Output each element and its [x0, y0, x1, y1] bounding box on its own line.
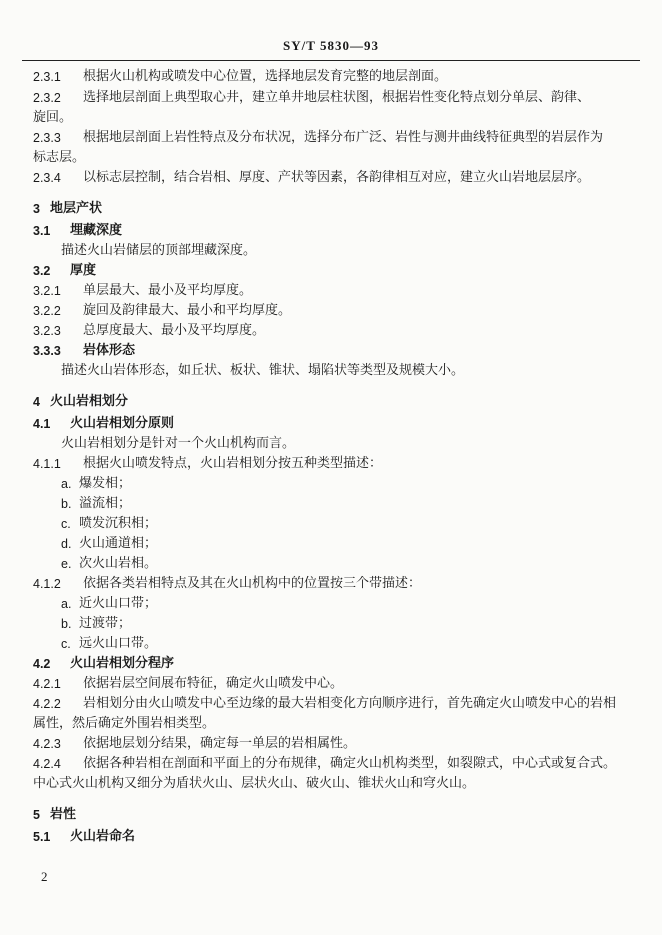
clause-text: 溢流相； — [79, 496, 132, 511]
text-line — [33, 455, 383, 474]
clause-number: 4.2.4 — [33, 757, 61, 771]
clause-text: 次火山岩相。 — [79, 556, 158, 571]
clause-text: 选择地层剖面上典型取心井，建立单井地层柱状图，根据岩性变化特点划分单层、韵律、 — [83, 90, 591, 105]
clause-number: 3.2.2 — [33, 304, 61, 318]
clause-text: 依据各种岩相在剖面和平面上的分布规律，确定火山机构类型，如裂隙式，中心式或复合式。 — [83, 756, 617, 771]
standard-code-header: SY/T 5830—93 — [283, 38, 379, 53]
clause-number: 2.3.3 — [33, 131, 61, 145]
clause-number: 3 — [33, 202, 40, 216]
text-line — [33, 393, 129, 412]
text-line — [33, 322, 266, 341]
clause-text: 旋回及韵律最大、最小和平均厚度。 — [83, 303, 292, 318]
clause-text: 根据火山机构或喷发中心位置，选择地层发育完整的地层剖面。 — [83, 69, 448, 84]
clause-number: c. — [61, 517, 71, 531]
clause-text: 火山岩命名 — [70, 829, 136, 844]
clause-number: 5.1 — [33, 830, 51, 844]
clause-text: 以标志层控制，结合岩相、厚度、产状等因素，各韵律相互对应，建立火山岩地层层序。 — [83, 170, 591, 185]
clause-text: 火山岩相划分程序 — [70, 656, 175, 671]
text-line — [61, 535, 158, 554]
text-line — [61, 555, 158, 574]
text-line — [33, 200, 103, 219]
clause-text: 火山岩相划分 — [50, 394, 129, 409]
clause-text: 描述火山岩储层的顶部埋藏深度。 — [61, 243, 257, 258]
clause-number: 4.2 — [33, 657, 51, 671]
clause-number: 2.3.4 — [33, 171, 61, 185]
clause-number: 3.3.3 — [33, 344, 61, 358]
text-line — [61, 615, 132, 634]
text-line — [33, 68, 448, 87]
clause-number: d. — [61, 537, 72, 551]
clause-number: a. — [61, 597, 72, 611]
clause-text: 近火山口带； — [79, 596, 158, 611]
text-line — [33, 655, 175, 674]
clause-text: 地层产状 — [50, 201, 103, 216]
text-line — [33, 282, 253, 301]
text-line — [33, 129, 604, 148]
clause-text: 火山岩相划分原则 — [70, 416, 175, 431]
text-line — [61, 475, 132, 494]
clause-text: 厚度 — [70, 263, 97, 278]
text-line — [33, 735, 357, 754]
clause-number: 3.2.1 — [33, 284, 61, 298]
text-line — [33, 755, 617, 774]
clause-number: 3.1 — [33, 224, 51, 238]
clause-text: 岩相划分由火山喷发中心至边缘的最大岩相变化方向顺序进行，首先确定火山喷发中心的岩相 — [83, 696, 617, 711]
text-line — [33, 222, 123, 241]
clause-text: 标志层。 — [33, 150, 86, 165]
clause-text: 总厚度最大、最小及平均厚度。 — [83, 323, 266, 338]
page-number: 2 — [41, 869, 48, 884]
clause-text: 火山通道相； — [79, 536, 158, 551]
text-line — [33, 302, 292, 321]
clause-text: 埋藏深度 — [70, 223, 123, 238]
clause-number: b. — [61, 497, 72, 511]
clause-number: a. — [61, 477, 72, 491]
clause-number: 4.1 — [33, 417, 51, 431]
clause-number: 5 — [33, 808, 40, 822]
clause-text: 岩体形态 — [83, 343, 136, 358]
clause-text: 描述火山岩体形态，如丘状、板状、锥状、塌陷状等类型及规模大小。 — [61, 363, 465, 378]
clause-text: 过渡带； — [79, 616, 132, 631]
clause-number: e. — [61, 557, 72, 571]
clause-number: 4.1.1 — [33, 457, 61, 471]
text-line — [33, 415, 175, 434]
clause-text: 爆发相； — [79, 476, 132, 491]
clause-number: 4.2.2 — [33, 697, 61, 711]
text-line — [61, 595, 158, 614]
text-line — [33, 262, 97, 281]
header-rule — [22, 60, 640, 61]
clause-number: 4.2.1 — [33, 677, 61, 691]
text-line — [61, 495, 132, 514]
clause-text: 依据各类岩相特点及其在火山机构中的位置按三个带描述： — [83, 576, 422, 591]
clause-text: 依据地层划分结果，确定每一单层的岩相属性。 — [83, 736, 357, 751]
clause-text: 依据岩层空间展布特征，确定火山喷发中心。 — [83, 676, 344, 691]
text-line — [33, 342, 136, 361]
text-line — [33, 169, 591, 188]
clause-text: 单层最大、最小及平均厚度。 — [83, 283, 253, 298]
clause-number: 2.3.2 — [33, 91, 61, 105]
clause-number: c. — [61, 637, 71, 651]
clause-text: 中心式火山机构又细分为盾状火山、层状火山、破火山、锥状火山和穹火山。 — [33, 776, 476, 791]
clause-number: 4.2.3 — [33, 737, 61, 751]
clause-number: 4 — [33, 395, 40, 409]
text-line — [33, 675, 344, 694]
clause-text: 火山岩相划分是针对一个火山机构而言。 — [61, 436, 296, 451]
clause-number: b. — [61, 617, 72, 631]
clause-text: 岩性 — [50, 807, 77, 822]
clause-text: 根据火山喷发特点，火山岩相划分按五种类型描述： — [83, 456, 383, 471]
clause-number: 3.2 — [33, 264, 51, 278]
text-line — [61, 635, 158, 654]
clause-text: 根据地层剖面上岩性特点及分布状况，选择分布广泛、岩性与测井曲线特征典型的岩层作为 — [83, 130, 604, 145]
clause-text: 旋回。 — [33, 110, 73, 125]
clause-number: 3.2.3 — [33, 324, 61, 338]
clause-number: 2.3.1 — [33, 70, 61, 84]
text-line — [33, 695, 617, 714]
text-line — [61, 515, 158, 534]
clause-text: 属性，然后确定外围岩相类型。 — [33, 716, 216, 731]
text-line — [33, 828, 136, 847]
text-line — [33, 575, 422, 594]
text-line — [33, 89, 591, 108]
text-line — [33, 806, 77, 825]
clause-text: 远火山口带。 — [79, 636, 158, 651]
clause-text: 喷发沉积相； — [79, 516, 158, 531]
clause-number: 4.1.2 — [33, 577, 61, 591]
